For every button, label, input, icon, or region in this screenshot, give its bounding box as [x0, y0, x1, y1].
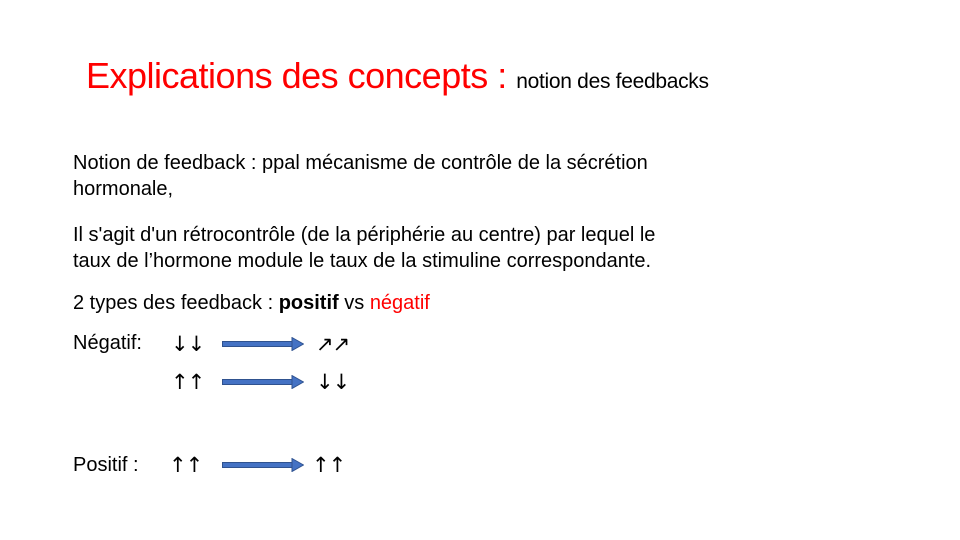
positif-label: positif [278, 292, 339, 314]
negative-row2-output-arrows: ↓↓ [316, 370, 350, 394]
positive-row-output-arrows: ↑↑ [312, 453, 346, 477]
body-line-5 [73, 290, 863, 316]
feedback-types-label: 2 types des feedback : [73, 292, 279, 314]
positive-row-arrow-icon [222, 458, 304, 472]
negative-row1-arrow-icon [222, 337, 304, 351]
positive-row-label: Positif : [73, 454, 139, 476]
negative-row2-arrow-icon [222, 375, 304, 389]
positive-row-input-arrows: ↑↑ [169, 453, 203, 477]
title-main: Explications des concepts : [86, 55, 517, 96]
slide-title [86, 55, 709, 96]
negative-row2-input-arrows: ↑↑ [171, 370, 205, 394]
negative-row-label: Négatif: [73, 332, 142, 354]
title-sub: notion des feedbacks [516, 70, 709, 93]
negatif-label: négatif [369, 292, 430, 314]
negative-row1-input-arrows: ↓↓ [171, 332, 205, 356]
body-line-2: hormonale, [73, 178, 174, 200]
negative-row1-output-arrows: ↗↗ [316, 332, 350, 356]
vs-label: vs [338, 292, 370, 314]
body-line-1: Notion de feedback : ppal mécanisme de contrôle de la sécrétion [73, 152, 648, 174]
body-line-4: taux de l’hormone module le taux de la stimuline correspondante. [73, 250, 652, 272]
body-line-3: Il s'agit d'un rétrocontrôle (de la périphérie au centre) par lequel le [73, 224, 656, 246]
